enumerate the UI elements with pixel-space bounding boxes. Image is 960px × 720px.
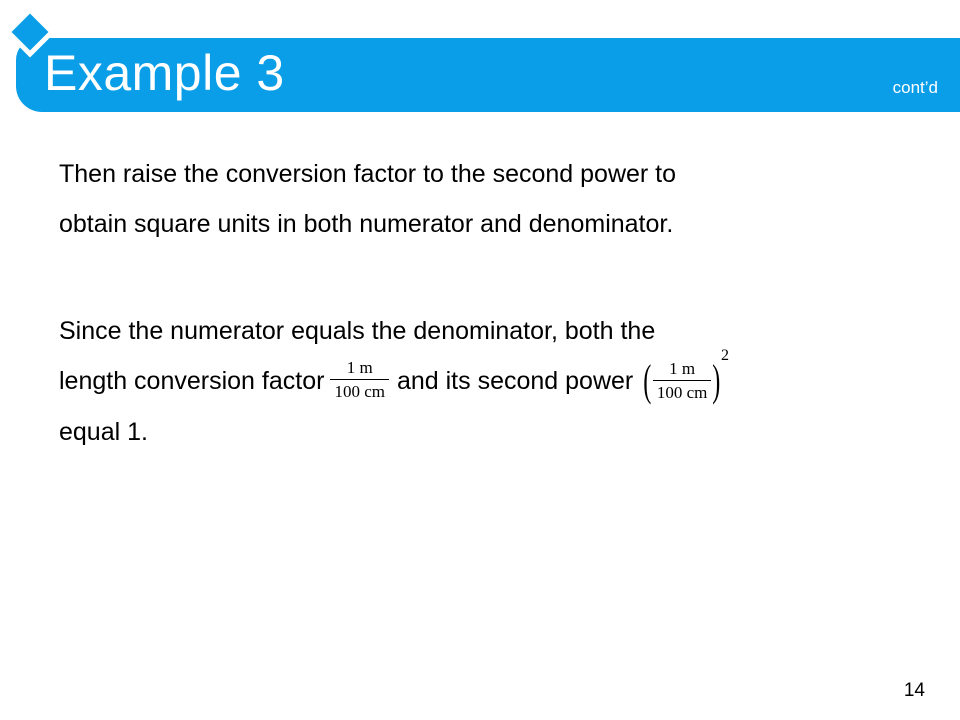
continued-label: cont’d <box>892 78 938 97</box>
squared-fraction <box>653 359 712 402</box>
paragraph-line: Then raise the conversion factor to the second power to <box>59 160 677 188</box>
paragraph-line: Since the numerator equals the denominator, both the <box>59 317 656 345</box>
fraction-denominator: 100 cm <box>334 381 385 401</box>
text-length-conversion-factor: length conversion factor <box>59 367 325 395</box>
squared-conversion-fraction <box>640 347 732 405</box>
conversion-fraction <box>330 358 389 401</box>
paragraph-conversion-equals-one <box>59 306 919 457</box>
squared-fraction-numerator: 1 m <box>653 359 712 381</box>
squared-fraction-denominator: 100 cm <box>656 383 708 403</box>
paragraph-line: equal 1. <box>59 418 148 447</box>
fraction-numerator: 1 m <box>330 358 389 380</box>
paragraph-line: obtain square units in both numerator and denominator. <box>59 210 674 238</box>
page-number: 14 <box>903 680 925 701</box>
left-parenthesis: ( <box>643 355 652 405</box>
slide-title: Example 3 <box>44 45 285 101</box>
paragraph-line-with-fractions <box>59 347 919 407</box>
paragraph-conversion-power <box>59 149 919 249</box>
text-second-power: and its second power <box>396 367 634 395</box>
right-parenthesis: ) <box>712 355 721 405</box>
exponent: 2 <box>721 347 730 365</box>
